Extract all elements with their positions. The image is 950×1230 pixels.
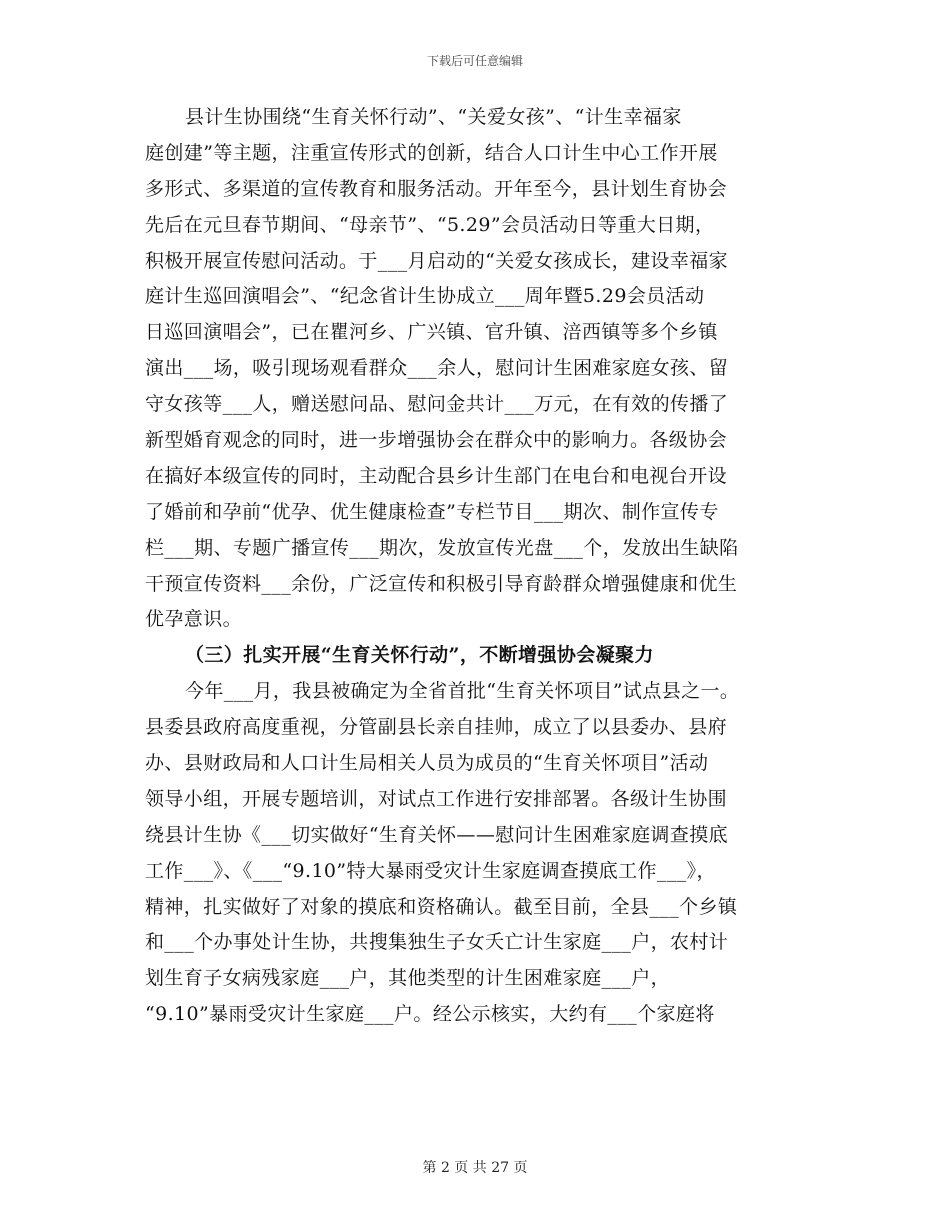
paragraph-line: 今年___月，我县被确定为全省首批“生育关怀项目”试点县之一。: [185, 680, 740, 703]
paragraph-line: 精神，扎实做好了对象的摸底和资格确认。截至目前，全县___个乡镇: [145, 895, 738, 918]
page-number-footer: 第 2 页 共 27 页: [422, 1160, 528, 1176]
paragraph-line: 划生育子女病残家庭___户，其他类型的计生困难家庭___户，: [145, 967, 671, 990]
paragraph-line: 在搞好本级宣传的同时，主动配合县乡计生部门在电台和电视台开设: [145, 464, 728, 487]
paragraph-line: 干预宣传资料___余份，广泛宣传和积极引导育龄群众增强健康和优生: [145, 572, 738, 595]
paragraph-line: 县计生协围绕“生育关怀行动”、“关爱女孩”、“计生幸福家: [185, 106, 682, 128]
paragraph-line: 多形式、多渠道的宣传教育和服务活动。开年至今，县计划生育协会: [145, 177, 728, 200]
paragraph-line: 优孕意识。: [145, 608, 243, 631]
paragraph-line: 庭创建”等主题，注重宣传形式的创新，结合人口计生中心工作开展: [145, 141, 718, 164]
paragraph-line: 了婚前和孕前“优孕、优生健康检查”专栏节目___期次、制作宣传专: [145, 500, 719, 523]
paragraph-line: 演出___场，吸引现场观看群众___余人，慰问计生困难家庭女孩、留: [145, 357, 729, 380]
paragraph-line: 积极开展宣传慰问活动。于___月启动的“关爱女孩成长，建设幸福家: [145, 249, 729, 272]
document-body: [145, 100, 805, 1033]
paragraph-line: 守女孩等___人，赠送慰问品、慰问金共计___万元，在有效的传播了: [145, 393, 729, 416]
page-header: 下载后可任意编辑: [426, 54, 523, 68]
paragraph-line: “9.10”暴雨受灾计生家庭___户。经公示核实，大约有___个家庭将: [145, 1003, 715, 1026]
paragraph-line: 和___个办事处计生协，共搜集独生子女夭亡计生家庭___户，农村计: [145, 931, 729, 954]
section-heading: （三）扎实开展“生育关怀行动”，不断增强协会凝聚力: [185, 644, 654, 667]
paragraph-line: 庭计生巡回演唱会”、“纪念省计生协成立___周年暨5.29会员活动: [145, 285, 705, 308]
paragraph-line: 办、县财政局和人口计生局相关人员为成员的“生育关怀项目”活动: [145, 752, 709, 775]
paragraph-line: 领导小组，开展专题培训，对试点工作进行安排部署。各级计生协围: [145, 787, 728, 810]
paragraph-line: 日巡回演唱会”，已在瞿河乡、广兴镇、官升镇、涪西镇等多个乡镇: [145, 321, 718, 344]
paragraph-line: 新型婚育观念的同时，进一步增强协会在群众中的影响力。各级协会: [145, 429, 728, 452]
paragraph-line: 工作___》、《___“9.10”特大暴雨受灾计生家庭调查摸底工作___》，: [145, 859, 716, 882]
paragraph-line: 绕县计生协《___切实做好“生育关怀——慰问计生困难家庭调查摸底: [145, 823, 729, 846]
paragraph-line: 栏___期、专题广播宣传___期次，发放宣传光盘___个，发放出生缺陷: [145, 536, 739, 559]
paragraph-line: 县委县政府高度重视，分管副县长亲自挂帅，成立了以县委办、县府: [145, 716, 728, 739]
paragraph-line: 先后在元旦春节期间、“母亲节”、“5.29”会员活动日等重大日期，: [145, 213, 715, 236]
